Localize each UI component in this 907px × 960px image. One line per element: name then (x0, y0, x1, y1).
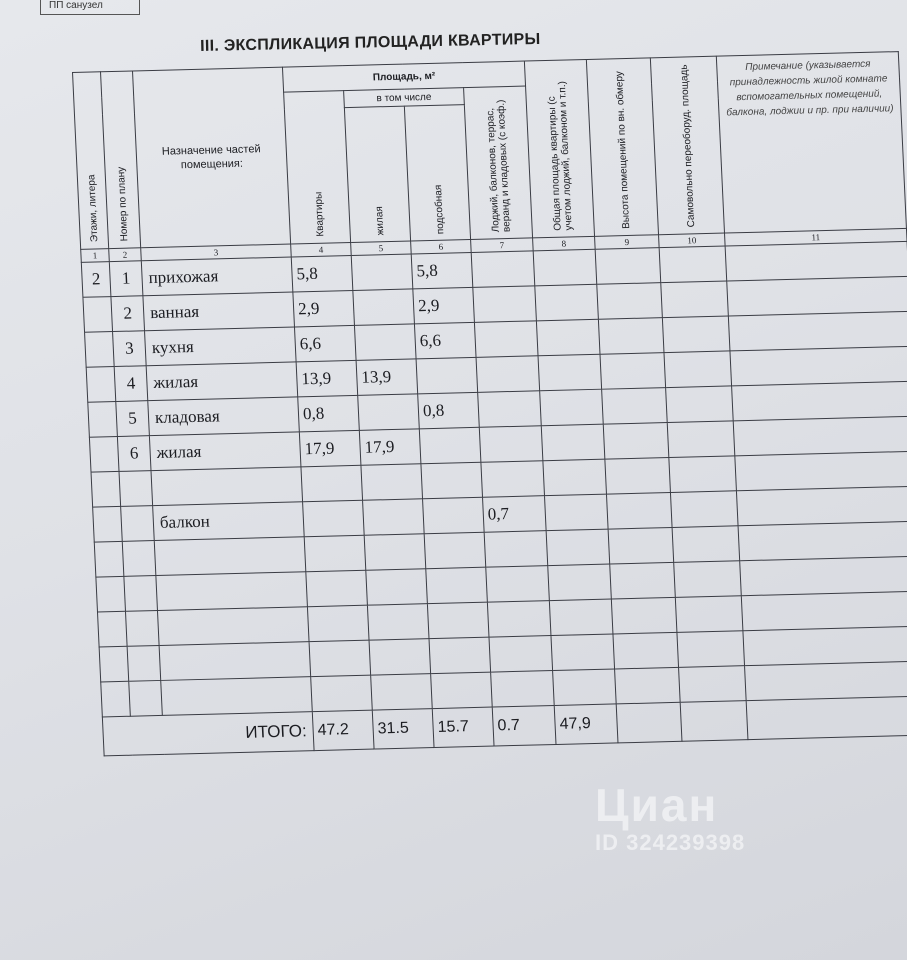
cell-floor (101, 681, 131, 717)
cell-plan-no: 1 (109, 261, 143, 297)
cell-unauthorized (671, 491, 739, 528)
cell-height (613, 632, 679, 669)
cell-note (745, 661, 907, 701)
cell-apartment-area (303, 500, 365, 536)
header-floor: Этажи, литера (73, 72, 109, 250)
cell-room-name (157, 607, 309, 646)
header-height: Высота помещений по вн. обмеру (586, 58, 658, 236)
total-unauthorized (680, 701, 748, 742)
cell-unauthorized (669, 456, 737, 493)
cell-apartment-area (307, 605, 369, 641)
header-apartment: Квартиры (284, 91, 351, 244)
header-unauthorized: Самовольно переоборуд. площадь (650, 56, 724, 235)
cell-total-area (533, 249, 597, 286)
cell-plan-no: 2 (111, 296, 145, 332)
cell-unauthorized (664, 351, 732, 388)
cell-floor (86, 367, 116, 403)
cell-aux-area: 5,8 (411, 252, 473, 288)
total-aux: 15.7 (432, 707, 494, 747)
header-living: жилая (344, 106, 410, 242)
col-num: 11 (725, 228, 907, 246)
cell-apartment-area (304, 535, 366, 571)
cell-height (600, 353, 666, 390)
total-note (746, 696, 907, 740)
cell-aux-area (424, 532, 486, 568)
cell-note (732, 381, 907, 421)
cell-height (598, 318, 664, 355)
header-plan-no: Номер по плану (101, 71, 141, 249)
cell-loggia-area (489, 636, 553, 673)
header-purpose: Назначение частей помещения: (133, 67, 291, 248)
cell-room-name: кухня (145, 327, 297, 366)
cell-plan-no (119, 471, 153, 507)
cell-floor (94, 541, 124, 577)
cell-floor (93, 506, 123, 542)
cell-unauthorized (666, 386, 734, 423)
cell-height (603, 423, 669, 460)
cell-aux-area: 0,8 (418, 392, 480, 428)
col-num: 5 (351, 241, 412, 256)
cell-height (608, 527, 674, 564)
cell-unauthorized (675, 596, 743, 633)
cell-plan-no: 5 (116, 401, 150, 437)
cell-plan-no (125, 611, 159, 647)
cell-living-area (371, 674, 433, 710)
total-area: 47,9 (554, 704, 618, 745)
cell-floor (83, 297, 113, 333)
cell-note (733, 416, 907, 456)
col-num: 1 (81, 249, 110, 263)
cell-room-name: балкон (153, 502, 305, 541)
cell-note (727, 276, 907, 316)
cell-total-area (549, 599, 613, 636)
cell-loggia-area (479, 426, 543, 463)
cell-height (610, 562, 676, 599)
cell-note (740, 556, 907, 596)
cell-unauthorized (674, 561, 742, 598)
cell-loggia-area (484, 531, 548, 568)
total-living: 31.5 (372, 709, 434, 749)
cell-unauthorized (667, 421, 735, 458)
watermark (595, 780, 745, 856)
cell-note (741, 591, 907, 631)
cell-plan-no (122, 541, 156, 577)
cell-floor (99, 646, 129, 682)
cell-total-area (548, 564, 612, 601)
cell-height (611, 597, 677, 634)
cell-apartment-area: 0,8 (298, 395, 360, 431)
cell-total-area (546, 529, 610, 566)
cell-plan-no: 3 (113, 331, 147, 367)
cell-plan-no: 6 (117, 436, 151, 472)
header-including: в том числе (344, 88, 465, 108)
cell-floor (97, 611, 127, 647)
cell-height (595, 248, 661, 285)
col-num: 4 (291, 243, 352, 258)
cell-living-area (361, 464, 423, 500)
col-num: 3 (141, 244, 292, 261)
cell-loggia-area (474, 321, 538, 358)
cell-aux-area (427, 602, 489, 638)
cell-loggia-area (491, 671, 555, 708)
cell-loggia-area: 0,7 (483, 496, 547, 533)
cell-unauthorized (662, 316, 730, 353)
cell-note (730, 346, 907, 386)
total-loggia: 0.7 (492, 705, 556, 746)
cell-aux-area (431, 672, 493, 708)
totals-label: ИТОГО: (102, 712, 314, 756)
cell-apartment-area (301, 465, 363, 501)
cell-plan-no (121, 506, 155, 542)
cell-aux-area (419, 427, 481, 463)
cell-aux-area (421, 462, 483, 498)
cell-loggia-area (471, 251, 535, 288)
cell-total-area (541, 424, 605, 461)
cell-unauthorized (672, 526, 740, 563)
cell-height (615, 667, 681, 704)
cell-loggia-area (487, 601, 551, 638)
cell-aux-area (416, 357, 478, 393)
col-num: 7 (471, 238, 534, 253)
explication-table-wrap (72, 51, 907, 756)
cell-living-area (364, 534, 426, 570)
cell-total-area (536, 319, 600, 356)
cell-living-area (358, 394, 420, 430)
cell-living-area (353, 289, 415, 325)
cell-note (743, 626, 907, 666)
cell-note (736, 486, 907, 526)
cell-plan-no (129, 680, 163, 716)
col-num: 6 (411, 239, 472, 254)
cell-room-name (151, 467, 303, 506)
page-title: III. ЭКСПЛИКАЦИЯ ПЛОЩАДИ КВАРТИРЫ (200, 30, 541, 55)
header-note: Примечание (указывается принадлежность жилой комнате вспомогательных помещений, балкона, лоджии и пр. при наличии) (716, 52, 906, 233)
cell-aux-area (423, 497, 485, 533)
cell-loggia-area (478, 391, 542, 428)
cell-living-area (354, 324, 416, 360)
header-aux: подсобная (404, 105, 470, 241)
cell-room-name (156, 572, 308, 611)
total-apartment: 47.2 (312, 710, 374, 750)
cell-apartment-area: 13,9 (296, 360, 358, 396)
cell-apartment-area: 5,8 (291, 255, 353, 291)
cell-room-name (161, 677, 313, 716)
cell-living-area (363, 499, 425, 535)
cell-total-area (551, 634, 615, 671)
cell-plan-no (127, 645, 161, 681)
header-total-area: Общая площадь квартиры (с учетом лоджий, балконом и т.п.) (524, 59, 594, 237)
cell-floor (85, 332, 115, 368)
cell-apartment-area (309, 640, 371, 676)
cell-aux-area (429, 637, 491, 673)
header-strip: ПП санузел (40, 0, 140, 15)
cell-apartment-area: 2,9 (293, 290, 355, 326)
cell-apartment-area: 17,9 (299, 430, 361, 466)
col-num: 8 (533, 236, 596, 251)
cell-room-name: жилая (149, 432, 301, 471)
cell-room-name: кладовая (148, 397, 300, 436)
cell-height (597, 283, 663, 320)
cell-loggia-area (486, 566, 550, 603)
cell-living-area (369, 639, 431, 675)
cell-aux-area (426, 567, 488, 603)
cell-floor (88, 401, 118, 437)
watermark-logo: Циан (595, 779, 719, 831)
cell-note (735, 451, 907, 491)
cell-plan-no (124, 576, 158, 612)
cell-living-area: 17,9 (359, 429, 421, 465)
cell-loggia-area (481, 461, 545, 498)
col-num: 2 (109, 248, 142, 262)
cell-aux-area: 6,6 (414, 322, 476, 358)
cell-total-area (543, 459, 607, 496)
header-loggia: Лоджий, балконов, террас, веранд и кладовых (с коэф.) (464, 86, 533, 239)
cell-note (728, 311, 907, 351)
cell-unauthorized (659, 246, 727, 283)
explication-table (72, 51, 907, 756)
cell-floor (89, 436, 119, 472)
cell-aux-area: 2,9 (413, 287, 475, 323)
cell-room-name: жилая (146, 362, 298, 401)
cell-room-name: ванная (143, 292, 295, 331)
col-num: 9 (595, 235, 660, 250)
cell-unauthorized (679, 666, 747, 703)
cell-note (738, 521, 907, 561)
cell-unauthorized (677, 631, 745, 668)
cell-apartment-area (311, 675, 373, 711)
cell-living-area: 13,9 (356, 359, 418, 395)
watermark-id: ID 324239398 (595, 830, 746, 855)
cell-total-area (553, 669, 617, 706)
col-num: 10 (659, 233, 726, 248)
cell-loggia-area (476, 356, 540, 393)
total-height (616, 702, 682, 743)
cell-note (725, 241, 907, 281)
cell-room-name (159, 642, 311, 681)
cell-apartment-area: 6,6 (294, 325, 356, 361)
cell-loggia-area (473, 286, 537, 323)
cell-total-area (535, 284, 599, 321)
cell-height (605, 458, 671, 495)
cell-living-area (367, 604, 429, 640)
cell-total-area (538, 354, 602, 391)
cell-floor (91, 471, 121, 507)
cell-total-area (540, 389, 604, 426)
cell-plan-no: 4 (114, 366, 148, 402)
cell-room-name: прихожая (141, 257, 293, 296)
cell-height (602, 388, 668, 425)
cell-floor (96, 576, 126, 612)
cell-living-area (366, 569, 428, 605)
cell-floor: 2 (81, 262, 111, 298)
cell-height (607, 492, 673, 529)
cell-living-area (351, 254, 413, 290)
cell-total-area (545, 494, 609, 531)
cell-unauthorized (661, 281, 729, 318)
header-area: Площадь, м² (282, 61, 525, 92)
cell-apartment-area (306, 570, 368, 606)
cell-room-name (154, 537, 306, 576)
